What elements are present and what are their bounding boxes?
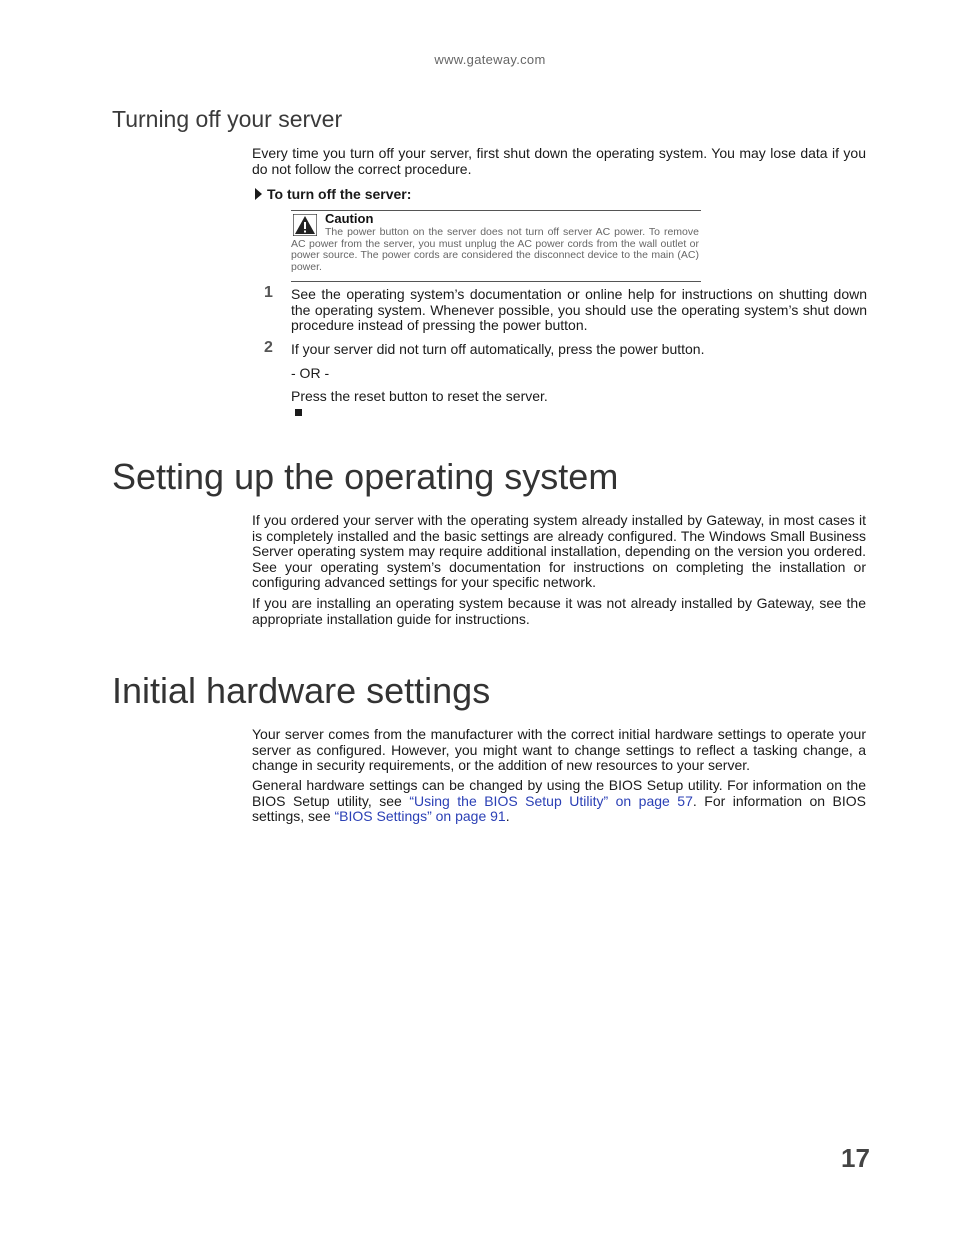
caution-title: Caution — [325, 211, 374, 226]
step-text-1: See the operating system’s documentation or online help for instructions on shutting down the operating system. Whenever possible, you should use the operating system’s shut down procedure instead of pressing the power button. — [291, 286, 867, 334]
end-of-procedure-mark — [295, 409, 302, 416]
page-number: 17 — [841, 1143, 870, 1173]
step-text-2: If your server did not turn off automatically, press the power button. — [291, 341, 705, 357]
procedure-label: To turn off the server: — [267, 186, 412, 202]
hardware-paragraph-2: General hardware settings can be changed by using the BIOS Setup utility. For information on the BIOS Setup utility, see “Using the BIOS Setup Utility” on page 57. For information on BIOS settings, see “BIOS Settings” on page 91. — [252, 777, 867, 825]
caution-text: The power button on the server does not turn off server AC power. To remove AC power from the server, you must unplug the AC power cords from the wall outlet or power source. The power cords are considered the disconnect device to the main (AC) power. — [291, 226, 699, 273]
section-heading-setting-up-os: Setting up the operating system — [112, 456, 619, 497]
alt-step-text: Press the reset button to reset the server. — [291, 388, 548, 404]
header-url: www.gateway.com — [434, 52, 546, 67]
section-heading-turning-off: Turning off your server — [112, 106, 343, 132]
bios-settings-link[interactable]: “BIOS Settings” on page 91 — [334, 808, 506, 825]
or-separator: - OR - — [291, 365, 330, 381]
section-heading-initial-hardware: Initial hardware settings — [112, 670, 491, 711]
caution-box — [291, 210, 701, 282]
os-paragraph-2: If you are installing an operating system because it was not already installed by Gateway, see the appropriate installation guide for instructions. — [252, 595, 866, 627]
triangle-arrow-icon — [255, 188, 262, 200]
step-number-2: 2 — [264, 339, 273, 356]
step-number-1: 1 — [264, 284, 273, 301]
hardware-paragraph-1: Your server comes from the manufacturer with the correct initial hardware settings to operate your server as configured. However, you might want to change settings to reflect a tasking change, a change in security requirements, or the addition of new resources to your server. — [252, 726, 866, 774]
procedure-heading — [255, 186, 411, 202]
intro-paragraph: Every time you turn off your server, first shut down the operating system. You may lose data if you do not follow the correct procedure. — [252, 145, 866, 177]
bios-setup-utility-link[interactable]: “Using the BIOS Setup Utility” on page 57 — [409, 792, 693, 809]
os-paragraph-1: If you ordered your server with the operating system already installed by Gateway, in most cases it is completely installed and the basic settings are already configured. The Windows Small Business Server operating system may require additional installation, depending on the version you ordered. See your operating system’s documentation for instructions on completing the installation or configuring advanced settings for your specific network. — [252, 512, 866, 591]
